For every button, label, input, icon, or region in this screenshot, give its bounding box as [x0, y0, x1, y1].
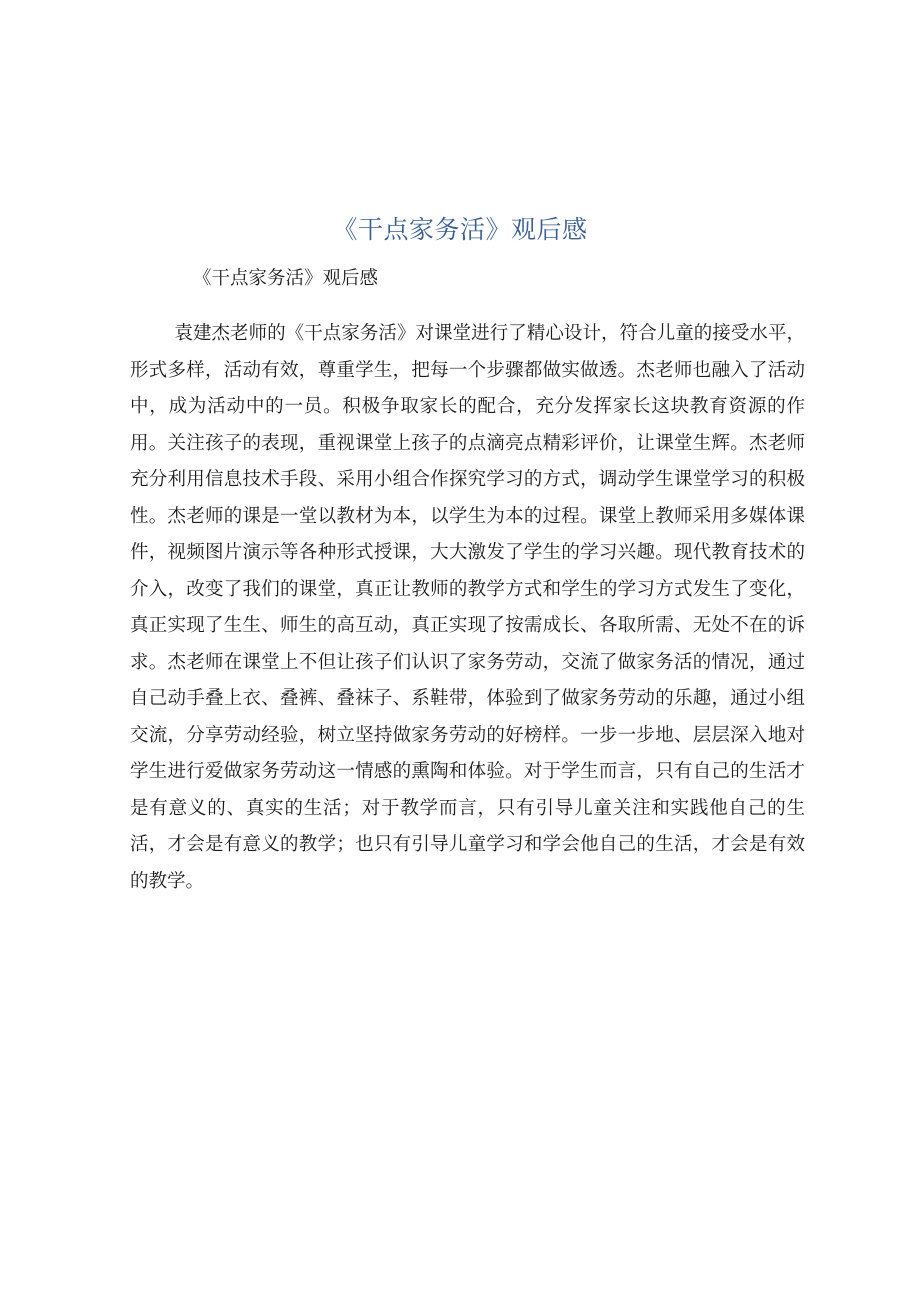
document-subtitle: 《干点家务活》观后感 [193, 268, 379, 289]
body-paragraph: 袁建杰老师的《干点家务活》对课堂进行了精心设计，符合儿童的接受水平，形式多样，活动有效，尊重学生，把每一个步骤都做实做透。杰老师也融入了活动中，成为活动中的一员。积极争取家长的配合，充分发挥家长这块教育资源的作用。关注孩子的表现，重视课堂上孩子的点滴亮点精彩评价，让课堂生辉。杰老师充分利用信息技术手段、采用小组合作探究学习的方式，调动学生课堂学习的积极性。杰老师的课是一堂以教材为本，以学生为本的过程。课堂上教师采用多媒体课件，视频图片演示等各种形式授课，大大激发了学生的学习兴趣。现代教育技术的介入，改变了我们的课堂，真正让教师的教学方式和学生的学习方式发生了变化，真正实现了生生、师生的高互动，真正实现了按需成长、各取所需、无处不在的诉求。杰老师在课堂上不但让孩子们认识了家务劳动，交流了做家务活的情况，通过自己动手叠上衣、叠裤、叠袜子、系鞋带，体验到了做家务劳动的乐趣，通过小组交流，分享劳动经验，树立坚持做家务劳动的好榜样。一步一步地、层层深入地对学生进行爱做家务劳动这一情感的熏陶和体验。对于学生而言，只有自己的生活才是有意义的、真实的生活；对于教学而言，只有引导儿童关注和实践他自己的生活，才会是有意义的教学；也只有引导儿童学习和学会他自己的生活，才会是有效的教学。 [130, 323, 805, 892]
document-title: 《干点家务活》观后感 [332, 215, 588, 244]
